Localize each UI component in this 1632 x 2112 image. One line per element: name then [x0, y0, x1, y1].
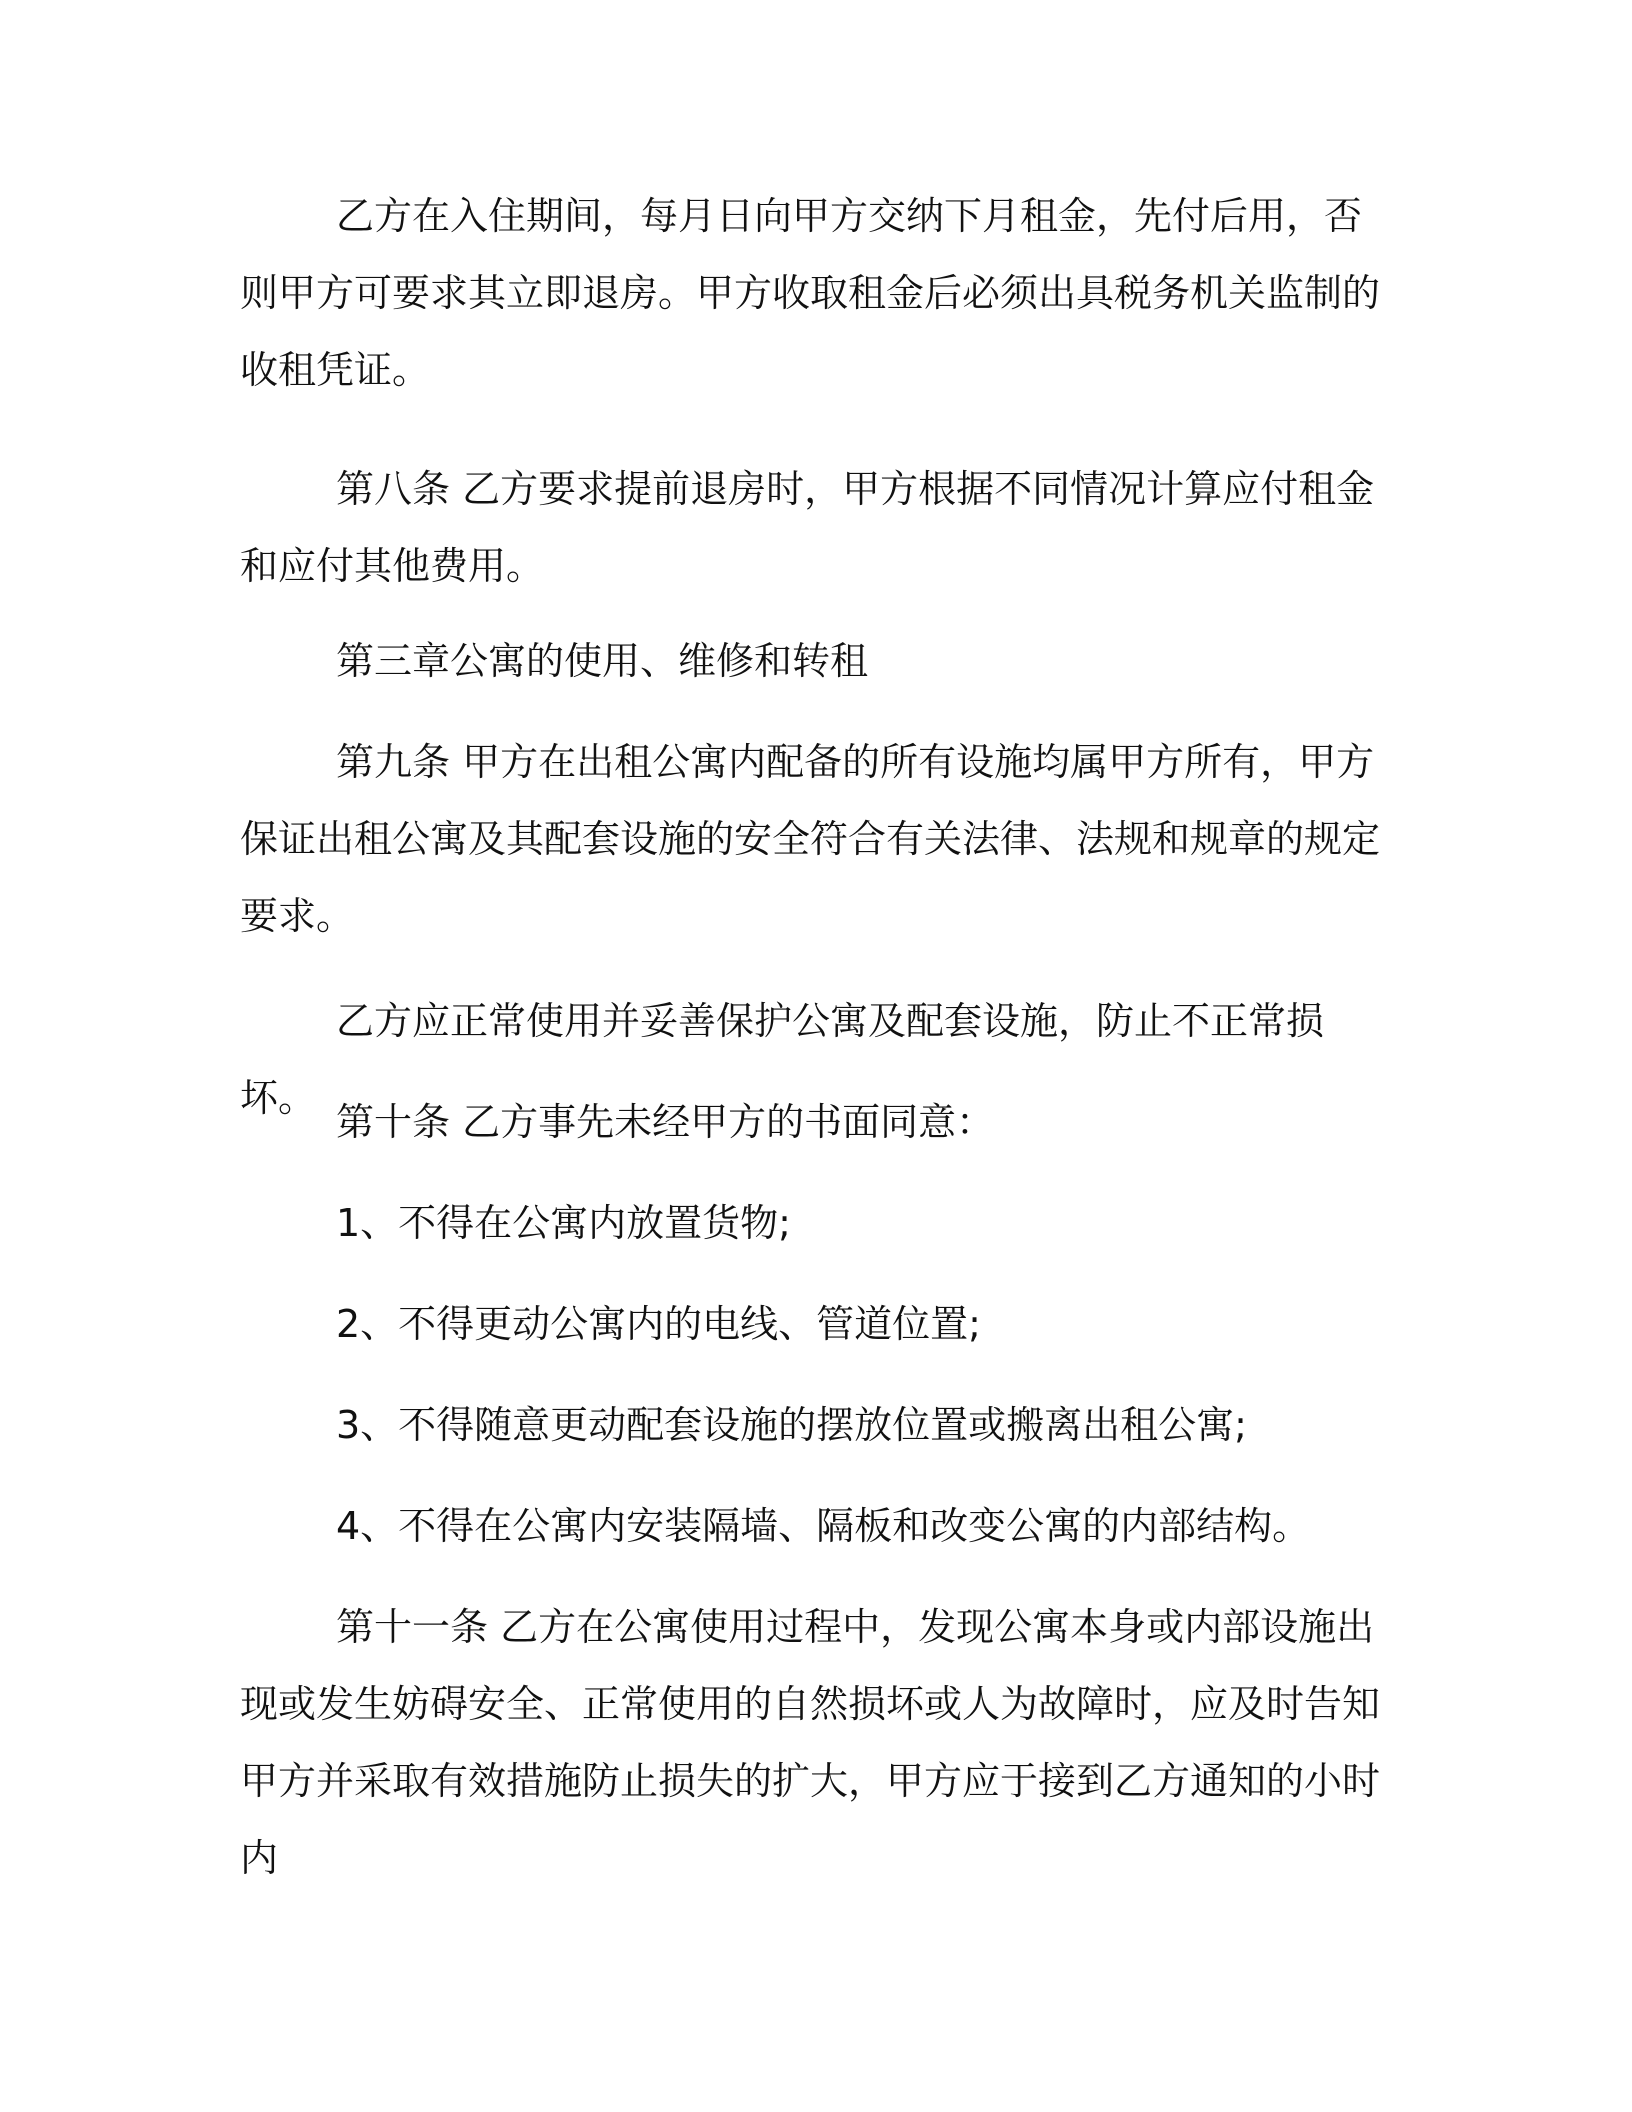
paragraph-tenant-care: 乙方应正常使用并妥善保护公寓及配套设施，防止不正常损坏。	[240, 999, 1325, 1120]
list-item-3: 3、不得随意更动配套设施的摆放位置或搬离出租公寓;	[336, 1403, 1247, 1447]
list-item-1: 1、不得在公寓内放置货物;	[336, 1201, 791, 1245]
paragraph-article-9: 第九条 甲方在出租公寓内配备的所有设施均属甲方所有，甲方保证出租公寓及其配套设施的安全符合有关法律、法规和规章的规定要求。	[240, 740, 1381, 938]
paragraph-article-10: 第十条 乙方事先未经甲方的书面同意：	[336, 1100, 995, 1144]
list-item-4: 4、不得在公寓内安装隔墙、隔板和改变公寓的内部结构。	[336, 1504, 1311, 1548]
list-item-2: 2、不得更动公寓内的电线、管道位置;	[336, 1302, 981, 1346]
paragraph-article-11: 第十一条 乙方在公寓使用过程中，发现公寓本身或内部设施出现或发生妨碍安全、正常使用的自然损坏或人为故障时，应及时告知甲方并采取有效措施防止损失的扩大，甲方应于接到乙方通知的小时内	[240, 1605, 1381, 1880]
paragraph-rent-payment: 乙方在入住期间，每月日向甲方交纳下月租金，先付后用，否则甲方可要求其立即退房。甲方收取租金后必须出具税务机关监制的收租凭证。	[240, 194, 1381, 392]
chapter-heading-3: 第三章公寓的使用、维修和转租	[336, 639, 869, 683]
paragraph-article-8: 第八条 乙方要求提前退房时，甲方根据不同情况计算应付租金和应付其他费用。	[240, 467, 1375, 588]
